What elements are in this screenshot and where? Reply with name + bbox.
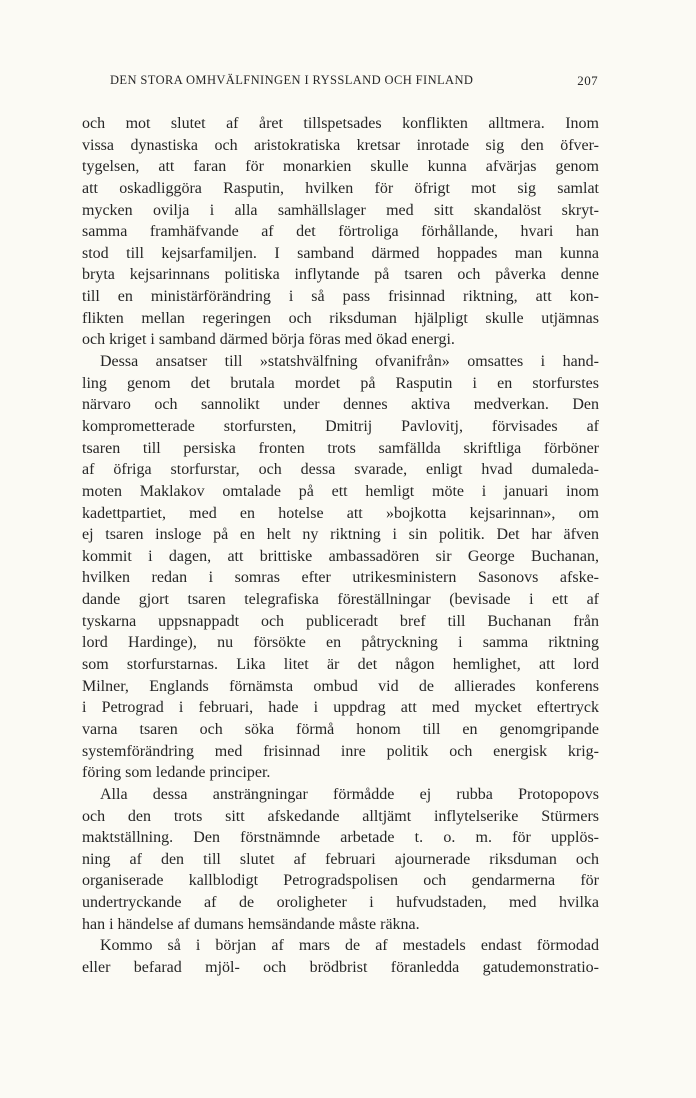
text-line: närvaro och sannolikt under dennes aktiva medverkan. Den — [82, 396, 599, 414]
text-line: till en ministärförändring i så pass frisinnad riktning, att kon- — [82, 288, 599, 306]
text-line: samma framhäfvande af det förtroliga förhållande, hvari han — [82, 223, 599, 241]
text-line: Kommo så i början af mars de af mestadels endast förmodad — [100, 937, 599, 955]
text-line: moten Maklakov omtalade på ett hemligt möte i januari inom — [82, 482, 599, 500]
body-text — [82, 113, 599, 979]
text-line: bryta kejsarinnans politiska inflytande på tsaren och påverka denne — [82, 266, 599, 284]
text-line: varna tsaren och söka förmå honom till en genomgripande — [82, 720, 599, 738]
text-line: Milner, Englands förnämsta ombud vid de allierades konferens — [82, 677, 599, 695]
text-line: som storfurstarnas. Lika litet är det någon hemlighet, att lord — [82, 656, 599, 674]
text-line: ej tsaren insloge på en helt ny riktning i sin politik. Det har äfven — [82, 526, 599, 544]
text-line: eller befarad mjöl- och brödbrist föranledda gatudemonstratio- — [82, 958, 599, 976]
running-title: DEN STORA OMHVÄLFNINGEN I RYSSLAND OCH FINLAND — [110, 73, 474, 87]
text-line: stod till kejsarfamiljen. I samband därmed hoppades man kunna — [82, 244, 599, 262]
text-line: och kriget i samband därmed börja föras med ökad energi. — [82, 331, 455, 349]
text-line: föring som ledande principer. — [82, 764, 271, 782]
text-line: och mot slutet af året tillspetsades konflikten alltmera. Inom — [82, 115, 599, 132]
text-line: tygelsen, att faran för monarkien skulle kunna afvärjas genom — [82, 158, 599, 176]
text-line: kadettpartiet, med en hotelse att »bojkotta kejsarinnan», om — [82, 504, 599, 522]
text-line: ling genom det brutala mordet på Rasputin i en storfurstes — [82, 374, 599, 392]
running-header — [110, 73, 598, 93]
text-line: att oskadliggöra Rasputin, hvilken för öfrigt mot sig samlat — [82, 179, 599, 197]
page-number: 207 — [577, 73, 598, 88]
text-line: vissa dynastiska och aristokratiska kretsar inrotade sig den öfver- — [82, 136, 599, 154]
text-line: i Petrograd i februari, hade i uppdrag att med mycket eftertryck — [82, 699, 599, 717]
text-line: ning af den till slutet af februari ajournerade riksduman och — [82, 850, 599, 868]
text-line: kommit i dagen, att brittiske ambassadören sir George Buchanan, — [82, 547, 599, 565]
text-line: lord Hardinge), nu försökte en påtryckning i samma riktning — [82, 634, 599, 652]
text-line: af öfriga storfurstar, och dessa svarade, enligt hvad dumaleda- — [82, 461, 599, 479]
text-line: hvilken redan i somras efter utrikesministern Sasonovs afske- — [82, 569, 599, 587]
text-line: systemförändring med frisinnad inre politik och energisk krig- — [82, 742, 599, 760]
text-line: tyskarna uppsnappadt och publiceradt bref till Buchanan från — [82, 612, 599, 630]
text-line: mycken ovilja i alla samhällslager med sitt skandalöst skryt- — [82, 201, 599, 219]
text-line: organiserade kallblodigt Petrogradspolisen och gendarmerna för — [82, 872, 599, 890]
text-line: maktställning. Den förstnämnde arbetade t. o. m. för upplös- — [82, 829, 599, 847]
text-line: tsaren till persiska fronten trots samfällda skriftliga förböner — [82, 439, 599, 457]
text-line: komprometterade storfursten, Dmitrij Pavlovitj, förvisades af — [82, 417, 599, 435]
text-line: dande gjort tsaren telegrafiska föreställningar (bevisade i ett af — [82, 591, 599, 609]
text-line: Dessa ansatser till »statshvälfning ofvanifrån» omsattes i hand- — [100, 353, 599, 371]
text-line: Alla dessa ansträngningar förmådde ej rubba Protopopovs — [100, 785, 599, 803]
text-line: undertryckande af de oroligheter i hufvudstaden, med hvilka — [82, 894, 599, 912]
text-line: och den trots sitt afskedande alltjämt inflytelserike Stürmers — [82, 807, 599, 825]
text-line: flikten mellan regeringen och riksduman hjälpligt skulle utjämnas — [82, 309, 599, 327]
text-line: han i händelse af dumans hemsändande måste räkna. — [82, 915, 420, 933]
